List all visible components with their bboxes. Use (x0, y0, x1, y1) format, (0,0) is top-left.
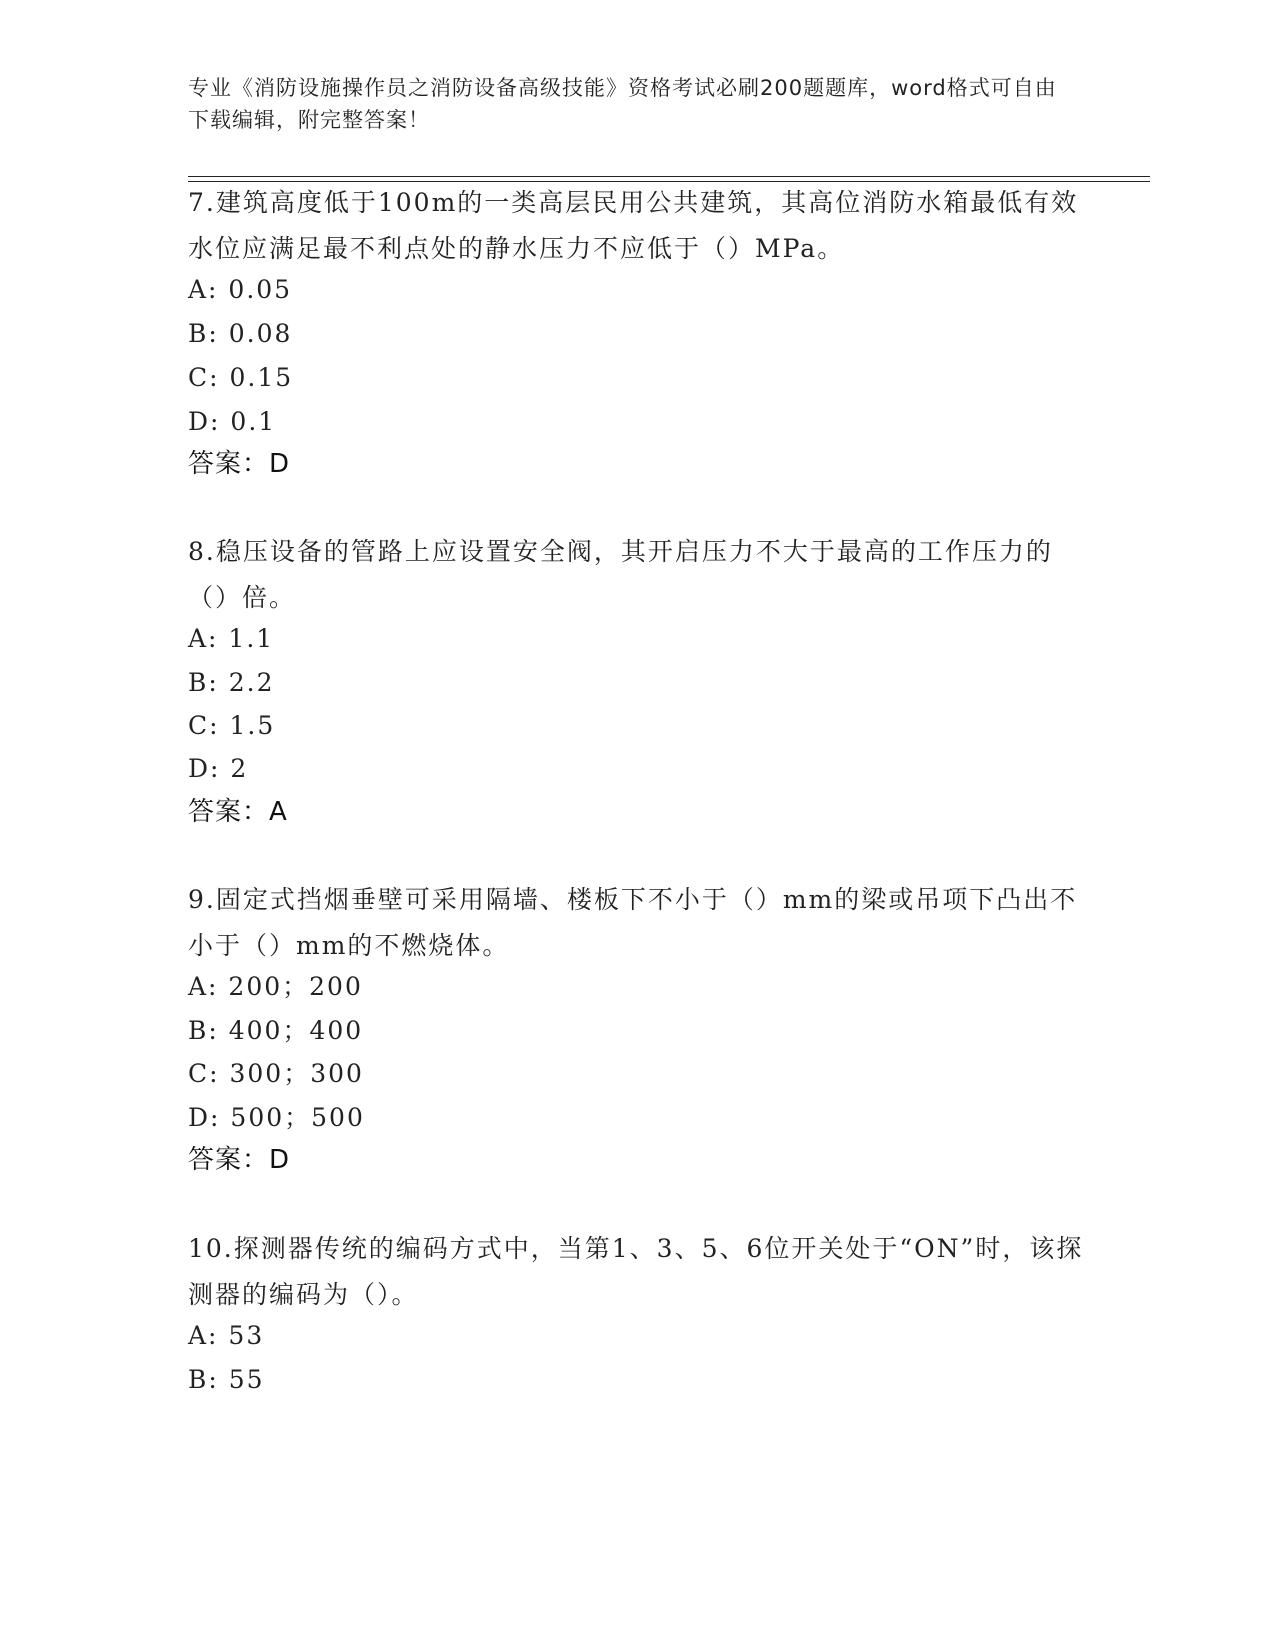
question-9-text: 9.固定式挡烟垂壁可采用隔墙、楼板下不小于（）mm的梁或吊项下凸出不小于（）mm的不燃烧体。 (188, 885, 1078, 960)
question-8-text: 8.稳压设备的管路上应设置安全阀，其开启压力不大于最高的工作压力的（）倍。 (188, 537, 1053, 612)
question-9-option-d: D: 500；500 (188, 1103, 365, 1132)
question-8-option-d: D: 2 (188, 754, 249, 783)
question-7-option-c: C: 0.15 (188, 363, 294, 392)
document-header: 专业《消防设施操作员之消防设备高级技能》资格考试必刷200题题库，word格式可自由下载编辑，附完整答案！ (188, 76, 1057, 132)
header-divider-top (188, 176, 1150, 177)
question-7-option-d: D: 0.1 (188, 407, 277, 436)
question-8-option-b: B: 2.2 (188, 668, 275, 697)
question-9-option-a: A: 200；200 (188, 972, 363, 1001)
question-9-option-c: C: 300；300 (188, 1059, 364, 1088)
question-9-answer: 答案：D (188, 1145, 291, 1175)
question-9-option-b: B: 400；400 (188, 1016, 364, 1045)
question-8-answer: 答案：A (188, 797, 288, 827)
question-8-option-c: C: 1.5 (188, 711, 276, 740)
question-8-option-a: A: 1.1 (188, 624, 275, 653)
question-10-option-a: A: 53 (188, 1321, 265, 1350)
question-7-option-a: A: 0.05 (188, 275, 293, 304)
question-7-option-b: B: 0.08 (188, 319, 293, 348)
question-10-option-b: B: 55 (188, 1365, 265, 1394)
question-7-answer: 答案：D (188, 449, 291, 479)
question-10-text: 10.探测器传统的编码方式中，当第1、3、5、6位开关处于“ON”时，该探测器的编码为（）。 (188, 1234, 1084, 1309)
question-7-text: 7.建筑高度低于100m的一类高层民用公共建筑，其高位消防水箱最低有效水位应满足最不利点处的静水压力不应低于（）MPa。 (188, 188, 1079, 263)
